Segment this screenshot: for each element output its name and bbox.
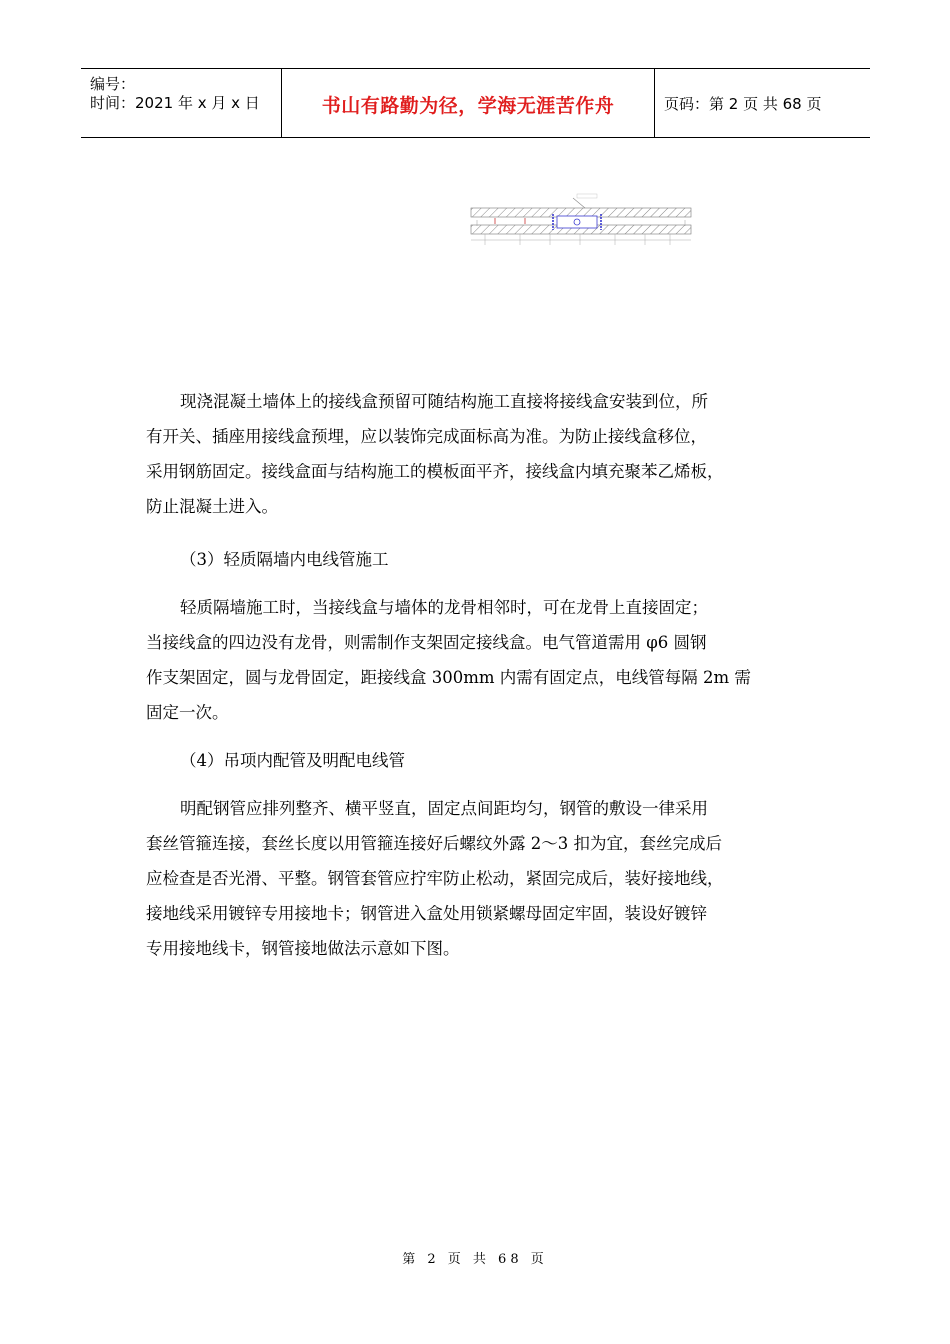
text-line: 轻质隔墙施工时，当接线盒与墙体的龙骨相邻时，可在龙骨上直接固定； <box>180 598 708 617</box>
text-line: 接地线采用镀锌专用接地卡；钢管进入盒处用锁紧螺母固定牢固，装设好镀锌 <box>146 904 707 923</box>
text-line: 现浇混凝土墙体上的接线盒预留可随结构施工直接将接线盒安装到位，所 <box>180 392 708 411</box>
text-line: 应检查是否光滑、平整。钢管套管应拧牢防止松动，紧固完成后，装好接地线， <box>146 869 724 888</box>
paragraph-2 <box>146 590 826 730</box>
heading-text: （4）吊项内配管及明配电线管 <box>180 751 405 770</box>
motto: 书山有路勤为径，学海无涯苦作舟 <box>321 95 615 117</box>
text-line: 有开关、插座用接线盒预埋，应以装饰完成面标高为准。为防止接线盒移位， <box>146 427 707 446</box>
paragraph-3 <box>146 791 826 966</box>
text-line: 作支架固定，圆与龙骨固定，距接线盒 300mm 内需有固定点，电线管每隔 2m 需 <box>146 668 751 687</box>
section-heading-3 <box>146 542 826 577</box>
text-line: 专用接地线卡，钢管接地做法示意如下图。 <box>146 939 460 958</box>
page-header <box>81 68 870 138</box>
page-info: 页码：第 2 页 共 68 页 <box>664 95 822 113</box>
text-line: 防止混凝土进入。 <box>146 497 278 516</box>
text-line: 采用钢筋固定。接线盒面与结构施工的模板面平齐，接线盒内填充聚苯乙烯板， <box>146 462 724 481</box>
time-label: 时间：2021 年 x 月 x 日 <box>90 94 260 112</box>
junction-box-diagram <box>465 190 695 270</box>
header-motto-cell <box>281 69 655 137</box>
text-line: 当接线盒的四边没有龙骨，则需制作支架固定接线盒。电气管道需用 φ6 圆钢 <box>146 633 707 652</box>
text-line: 明配钢管应排列整齐、横平竖直，固定点间距均匀，钢管的敷设一律采用 <box>180 799 708 818</box>
section-heading-4 <box>146 743 826 778</box>
header-page-cell <box>654 69 870 137</box>
number-label: 编号： <box>90 75 136 93</box>
text-line: 套丝管箍连接，套丝长度以用管箍连接好后螺纹外露 2～3 扣为宜，套丝完成后 <box>146 834 722 853</box>
paragraph-1 <box>146 384 826 524</box>
page-footer: 第 2 页 共 68 页 <box>402 1252 548 1267</box>
heading-text: （3）轻质隔墙内电线管施工 <box>180 550 389 569</box>
header-info-cell <box>81 69 281 137</box>
text-line: 固定一次。 <box>146 703 229 722</box>
